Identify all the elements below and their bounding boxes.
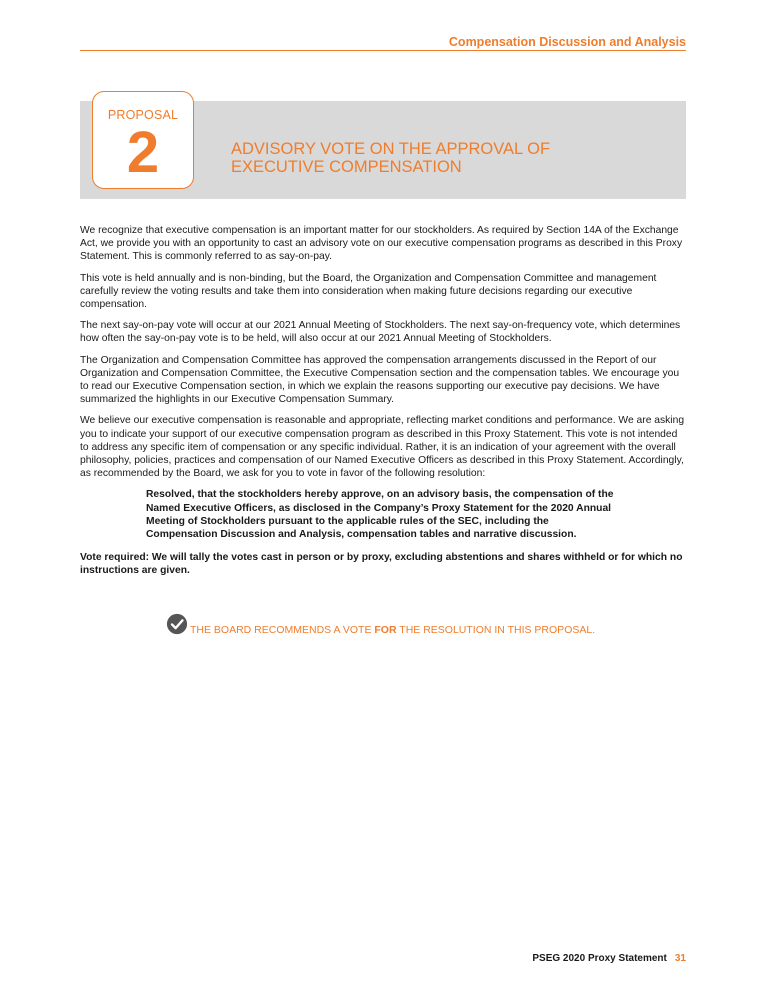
check-circle-icon	[166, 613, 188, 635]
recommendation-text	[190, 615, 595, 636]
page-number: 31	[674, 953, 686, 964]
proposal-card	[92, 91, 194, 189]
proposal-title-line-2: EXECUTIVE COMPENSATION	[231, 158, 462, 176]
recommendation-emphasis: FOR	[374, 624, 397, 636]
recommendation-suffix: THE RESOLUTION IN THIS PROPOSAL.	[396, 624, 596, 636]
body-paragraph: We recognize that executive compensation is an important matter for our stockholders. As required by Section 14A of the Exchange Act, we provide you with an opportunity to cast an advisory vote on our executive compensation programs as described in this Proxy Statement. This is commonly referred to as say-on-pay.	[80, 225, 683, 263]
header-divider	[80, 50, 686, 51]
recommendation-prefix: THE BOARD RECOMMENDS A VOTE	[190, 624, 375, 636]
board-recommendation	[166, 615, 595, 636]
body-paragraph: The next say-on-pay vote will occur at our 2021 Annual Meeting of Stockholders. The next say-on-frequency vote, which determines how often the say-on-pay vote is to be held, will also occur at our 2021 Annual Meeting of Stockholders.	[80, 320, 681, 345]
body-paragraph: We believe our executive compensation is reasonable and appropriate, reflecting market conditions and performance. We are asking you to indicate your support of our executive compensation program as described in this Proxy Statement. This vote is not intended to address any specific item of compensation or any specific individual. Rather, it is an indication of your agreement with the overall philosophy, policies, practices and compensation of our Named Executive Officers as described in this Proxy Statement. Accordingly, as recommended by the Board, we ask for you to vote in favor of the following resolution:	[80, 415, 685, 480]
proposal-label: PROPOSAL	[107, 108, 179, 122]
page-footer	[532, 953, 686, 964]
body-paragraph: The Organization and Compensation Committee has approved the compensation arrangements discussed in the Report of our Organization and Compensation Committee, the Executive Compensation section and the compensation tables. We encourage you to read our Executive Compensation section, in which we explain the reasons supporting our executive pay decisions. We have summarized the highlights in our Executive Compensation Summary.	[80, 354, 680, 406]
body-paragraph: This vote is held annually and is non-binding, but the Board, the Organization and Compensation Committee and management carefully review the voting results and take them into consideration when making future decisions regarding our executive compensation.	[80, 272, 657, 311]
publication-name: PSEG 2020 Proxy Statement	[532, 953, 667, 964]
proposal-title	[231, 140, 671, 176]
proposal-body	[80, 224, 687, 586]
proposal-title-line-1: ADVISORY VOTE ON THE APPROVAL OF	[231, 140, 551, 158]
resolution-text: Resolved, that the stockholders hereby approve, on an advisory basis, the compensation of the Named Executive Officers, as disclosed in the Company’s Proxy Statement for the 2020 Annual Meeting of Stockholders pursuant to the applicable rules of the SEC, including the Compensation Discussion and Analysis, compensation tables and narrative discussion.	[146, 489, 614, 541]
proposal-number: 2	[126, 120, 160, 185]
section-header-title: Compensation Discussion and Analysis	[448, 35, 686, 49]
vote-required-text: Vote required: We will tally the votes cast in person or by proxy, excluding abstentions and shares withheld or for which no instructions are given.	[80, 552, 683, 577]
